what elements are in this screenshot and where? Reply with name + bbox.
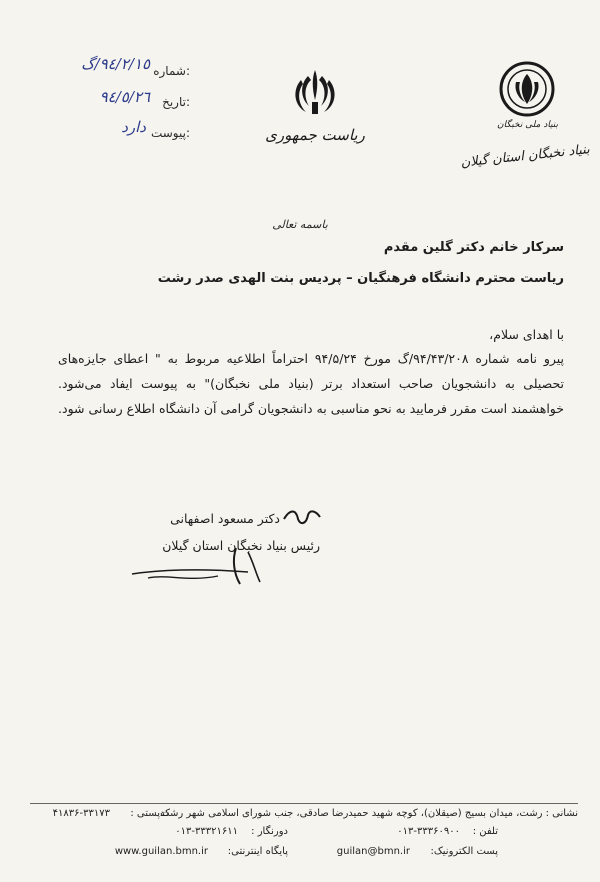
- footer-phone-label: تلفن :: [472, 826, 498, 837]
- recipient-line-2: ریاست محترم دانشگاه فرهنگیان – پردیس بنت الهدی صدر رشت: [157, 271, 564, 286]
- footer-address: نشانی : رشت، میدان بسیج (صیقلان)، کوچه شهید حمیدرضا صادقی، جنب شورای اسلامی شهر رشت: [160, 808, 578, 819]
- footer-phone-value: ۰۱۳-۳۳۳۶۰۹۰۰: [397, 826, 460, 837]
- footer-web-value[interactable]: www.guilan.bmn.ir: [114, 846, 208, 857]
- meta-date-label: :تاریخ: [162, 95, 190, 109]
- footer-contact-row: [30, 826, 578, 842]
- footer-postal-value: ۴۱۸۳۶-۳۳۱۷۳: [52, 808, 110, 819]
- elites-foundation-logo-icon: [498, 60, 556, 118]
- meta-number-row: [30, 55, 190, 79]
- recipient-line-1: سرکار خانم دکتر گلین مقدم: [383, 240, 564, 255]
- signature-scribble-icon: [128, 544, 278, 590]
- footer-web-label: پایگاه اینترنتی:: [227, 846, 288, 857]
- initials-scribble-icon: [282, 505, 322, 527]
- footer-fax-label: دورنگار :: [251, 826, 288, 837]
- meta-attachment-row: [30, 118, 190, 142]
- meta-attachment-label: :پیوست: [150, 126, 190, 140]
- presidency-caption: ریاست جمهوری: [265, 126, 365, 144]
- body-paragraph: پیرو نامه شماره ۹۴/۴۳/۲۰۸/گ مورخ ۹۴/۵/۲۴ احتراماً اطلاعیه مربوط به " اعطای جایزه‌های تحصیلی به دانشجویان صاحب استعداد برتر (بنیاد ملی نخبگان)" به پیوست ایفاد می‌شود. خواهشمند است مقرر فرمایید به نحو مناسبی به دانشجویان گرامی آن دانشگاه اطلاع رسانی شود.: [58, 351, 565, 416]
- foundation-caption: بنیاد نخبگان استان گیلان: [459, 142, 591, 171]
- meta-date-row: [30, 88, 190, 112]
- meta-number-label: :شماره: [153, 64, 190, 78]
- greeting: با اهدای سلام،: [489, 327, 564, 342]
- footer-email-value[interactable]: guilan@bmn.ir: [336, 846, 410, 857]
- footer-address-row: [30, 808, 578, 824]
- meta-attachment-value: دارد: [121, 118, 146, 136]
- foundation-small-caption: بنیاد ملی نخبگان: [496, 120, 559, 130]
- meta-date-value: ٩٤/٥/٢٦: [99, 88, 150, 106]
- footer-postal-label: کدپستی :: [130, 808, 170, 819]
- initials-mark: [282, 505, 322, 527]
- signer-title: رئیس بنیاد نخبگان استان گیلان: [162, 538, 320, 553]
- meta-number-value: ٩٤/٢/١٥/گ: [81, 55, 150, 73]
- bismillah-heading: باسمه تعالی: [272, 218, 328, 231]
- iran-emblem-icon: [290, 66, 340, 120]
- footer-email-label: پست الکترونیک:: [430, 846, 498, 857]
- footer-online-row: [30, 846, 578, 862]
- signer-name: دکتر مسعود اصفهانی: [170, 511, 280, 526]
- footer-fax-value: ۰۱۳-۳۳۳۲۱۶۱۱: [175, 826, 238, 837]
- footer-divider: [30, 803, 578, 804]
